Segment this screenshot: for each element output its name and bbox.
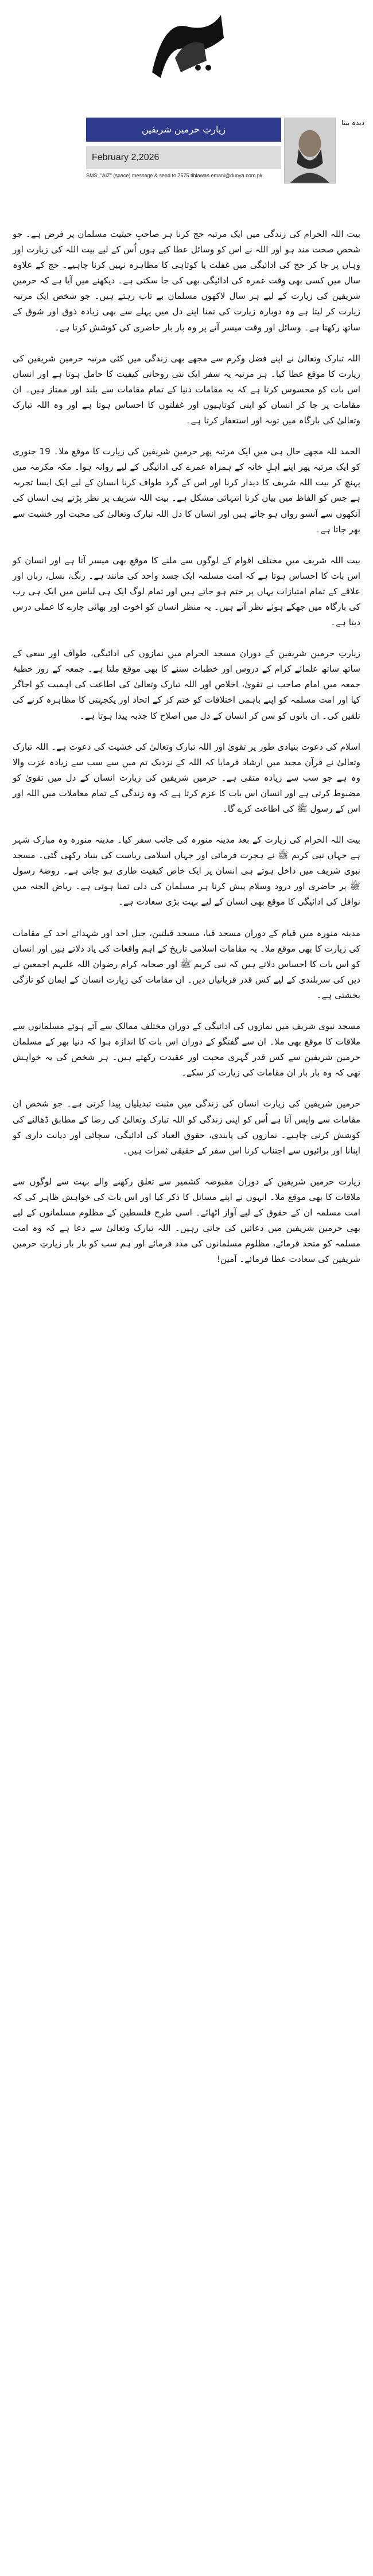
article-paragraph: زیارت حرمین شریفین کے دوران مقبوضہ کشمیر سے تعلق رکھنے والے بہت سے لوگوں سے ملاقات کا بھی موقع ملا۔ انہوں نے اپنے مسائل کا ذکر کیا اور اس بات کی خواہش ظاہر کی کہ امت مسلمہ ان کے حقوق کے لیے آواز اٹھائے۔ اسی طرح فلسطین کے مظلوم مسلمانوں کے لیے بھی حرمین شریفین میں دعائیں کی جاتی رہیں۔ اللہ تبارک وتعالیٰ سے دعا ہے کہ وہ امت مسلمہ کو متحد فرمائے، مظلوم مسلمانوں کی مدد فرمائے اور ہم سب کو بار بار زیارتِ حرمین شریفین کی سعادت عطا فرمائے۔ آمین! — [13, 1176, 360, 1265]
article-paragraph: الحمد للہ مجھے حال ہی میں ایک مرتبہ پھر حرمین شریفین کی زیارت کا موقع ملا۔ 19 جنوری کو ایک مرتبہ پھر اپنے اہلِ خانہ کے ہمراہ عمرے کی ادائیگی کے لیے روانہ ہوا۔ مکہ مکرمہ میں پہنچ کر بیت اللہ شریف کا دیدار کرنا اور اس کے گرد طواف کرنا انسان کے لیے ایک ایسا تجربہ ہے جس کو الفاظ میں بیان کرنا انتہائی مشکل ہے۔ بیت اللہ شریف پر نظر پڑتے ہی انسان کی آنکھوں سے آنسو رواں ہو جاتے ہیں اور انسان کا دل اللہ تبارک وتعالیٰ کی محبت اور خشیت سے بھر جاتا ہے۔ — [13, 446, 360, 535]
article-paragraph: اسلام کی دعوت بنیادی طور پر تقویٰ اور اللہ تبارک وتعالیٰ کی خشیت کی دعوت ہے۔ اللہ تبارک وتعالیٰ نے قرآن مجید میں ارشاد فرمایا کہ اللہ کے نزدیک تم میں سے سب سے زیادہ عزت والا وہ ہے جو سب سے زیادہ متقی ہے۔ حرمین شریفین کی زیارت انسان کے دل میں تقویٰ کو مضبوط کرتی ہے اور انسان اس بات کا عزم کرتا ہے کہ وہ زندگی کے تمام معاملات میں اللہ اور اس کے رسول ﷺ کی اطاعت کرے گا۔ — [13, 741, 360, 814]
author-email[interactable]: tiblawan.emani@dunya.com.pk — [191, 173, 263, 178]
author-portrait — [285, 118, 335, 183]
article-paragraph: بیت اللہ الحرام کی زندگی میں ایک مرتبہ حج کرنا ہر صاحبِ حیثیت مسلمان پر فرض ہے۔ جو شخص صحت مند ہو اور اللہ نے اس کو وسائل عطا کیے ہوں اُس کے لیے بیت اللہ کی زیارت اور وہاں پر جا کر حج کی ادائیگی میں غفلت یا کوتاہی کا مظاہرہ نہیں کرنا چاہیے۔ حج کے علاوہ سال میں کسی بھی وقت عمرہ کی ادائیگی بھی کی جا سکتی ہے۔ دیکھنے میں آیا ہے کہ حرمین شریفین کی زیارت کے لیے ہر سال لاکھوں مسلمان بے تاب رہتے ہیں۔ جو شخص ایک مرتبہ زیارت کر لیتا ہے وہ دوبارہ زیارت کی تمنا اپنے دل میں پہلے سے بھی زیادہ ذوق اور شوق کے ساتھ رکھتا ہے۔ وسائل اور وقت میسر آنے پر وہ بار بار حاضری کی کوشش کرتا ہے۔ — [13, 229, 360, 333]
dunya-logo-mark — [141, 3, 232, 89]
article-paragraph: مدینہ منورہ میں قیام کے دوران مسجد قبا، مسجد قبلتین، جبل احد اور شہدائے احد کے مقامات کی زیارت کا بھی موقع ملا۔ یہ مقامات اسلامی تاریخ کے اہم واقعات کی یاد دلاتے ہیں اور انسان کو اس بات کا احساس دلاتے ہیں کہ نبی کریم ﷺ اور صحابہ کرام رضوان اللہ علیہم اجمعین نے دین کی سربلندی کے لیے کس قدر قربانیاں دیں۔ ان مقامات کی زیارت انسان کے ایمان کو تازگی بخشتی ہے۔ — [13, 927, 360, 1000]
article-paragraph: زیارتِ حرمین شریفین کے دوران مسجد الحرام میں نمازوں کی ادائیگی، طواف اور سعی کے ساتھ ساتھ علمائے کرام کے دروس اور خطبات سننے کا بھی موقع ملتا ہے۔ جمعہ کے روز خطبۂ جمعہ میں امام صاحب نے تقویٰ، اخلاص اور اللہ تبارک وتعالیٰ کی اطاعت کی اہمیت کو اجاگر کیا اور امت مسلمہ کو اپنے باہمی اختلافات کو ختم کر کے اتحاد اور یکجہتی کا مظاہرہ کرنے کی تلقین کی۔ ان باتوں کو سن کر انسان کے دل میں اصلاح کا جذبہ پیدا ہوتا ہے۔ — [13, 648, 360, 721]
publish-date: February 2,2026 — [86, 146, 281, 169]
author-photo — [284, 118, 336, 184]
sms-instruction — [86, 173, 281, 178]
column-header — [86, 118, 365, 221]
article-paragraph: بیت اللہ الحرام کی زیارت کے بعد مدینہ منورہ کی جانب سفر کیا۔ مدینہ منورہ وہ مبارک شہر ہے جہاں نبی کریم ﷺ نے ہجرت فرمائی اور جہاں اسلامی ریاست کی بنیاد رکھی گئی۔ مسجد نبوی شریف میں داخل ہوتے ہی انسان پر ایک خاص کیفیت طاری ہو جاتی ہے۔ روضۂ رسول ﷺ پر حاضری اور درود وسلام پیش کرنا ہر مسلمان کی دلی تمنا ہوتی ہے۔ ریاض الجنہ میں نوافل کی ادائیگی کا موقع بھی انسان کے لیے بہت بڑی سعادت ہے۔ — [13, 835, 360, 907]
sms-text: SMS: "AIZ" (space) message & send to 7575 — [86, 173, 189, 178]
article-body — [13, 227, 360, 1283]
masthead — [0, 0, 373, 118]
article-paragraph: اللہ تبارک وتعالیٰ نے اپنے فضل وکرم سے مجھے بھی زندگی میں کئی مرتبہ حرمین شریفین کی زیارت کا موقع عطا کیا۔ ہر مرتبہ یہ سفر ایک نئی روحانی کیفیت کا حامل ہوتا ہے اور انسان اس بات کو محسوس کرتا ہے کہ یہ مقامات دنیا کے تمام مقامات سے بلند اور ممتاز ہیں۔ ان مقامات پر جا کر انسان کو اپنی کوتاہیوں اور غفلتوں کا احساس ہوتا ہے اور وہ اللہ تبارک وتعالیٰ کی بارگاہ میں توبہ اور استغفار کرتا ہے۔ — [13, 353, 360, 426]
dunya-logo — [141, 3, 232, 89]
column-title: زیارتِ حرمین شریفین — [86, 118, 281, 142]
article-paragraph: مسجد نبوی شریف میں نمازوں کی ادائیگی کے دوران مختلف ممالک سے آئے ہوئے مسلمانوں سے ملاقات کا موقع بھی ملا۔ ان سے گفتگو کے دوران اس بات کا اندازہ ہوا کہ دنیا بھر کے مسلمان حرمین شریفین سے کس قدر گہری محبت اور عقیدت رکھتے ہیں۔ ہر شخص کی یہ خواہش تھی کہ وہ بار بار ان مقامات کی زیارت کر سکے۔ — [13, 1021, 360, 1078]
column-brand: دیدہ بینا — [341, 119, 365, 127]
article-paragraph: بیت اللہ شریف میں مختلف اقوام کے لوگوں سے ملنے کا موقع بھی میسر آتا ہے اور انسان کو اس بات کا احساس ہوتا ہے کہ امت مسلمہ ایک جسد واحد کی مانند ہے۔ رنگ، نسل، زبان اور علاقے کے تمام امتیازات یہاں پر ختم ہو جاتے ہیں اور تمام لوگ ایک ہی لباس میں ایک ہی رب کی بارگاہ میں جھکے ہوئے نظر آتے ہیں۔ یہ منظر انسان کو اخوت اور بھائی چارے کا عملی درس دیتا ہے۔ — [13, 555, 360, 628]
article-paragraph: حرمین شریفین کی زیارت انسان کی زندگی میں مثبت تبدیلیاں پیدا کرتی ہے۔ جو شخص ان مقامات سے واپس آتا ہے اُس کو اپنی زندگی کو اللہ تبارک وتعالیٰ کی رضا کے مطابق ڈھالنے کی کوشش کرنی چاہیے۔ نمازوں کی پابندی، حقوق العباد کی ادائیگی، سچائی اور دیانت داری کو اپنانا اور برائیوں سے اجتناب کرنا اس سفر کے حقیقی ثمرات ہیں۔ — [13, 1098, 360, 1156]
